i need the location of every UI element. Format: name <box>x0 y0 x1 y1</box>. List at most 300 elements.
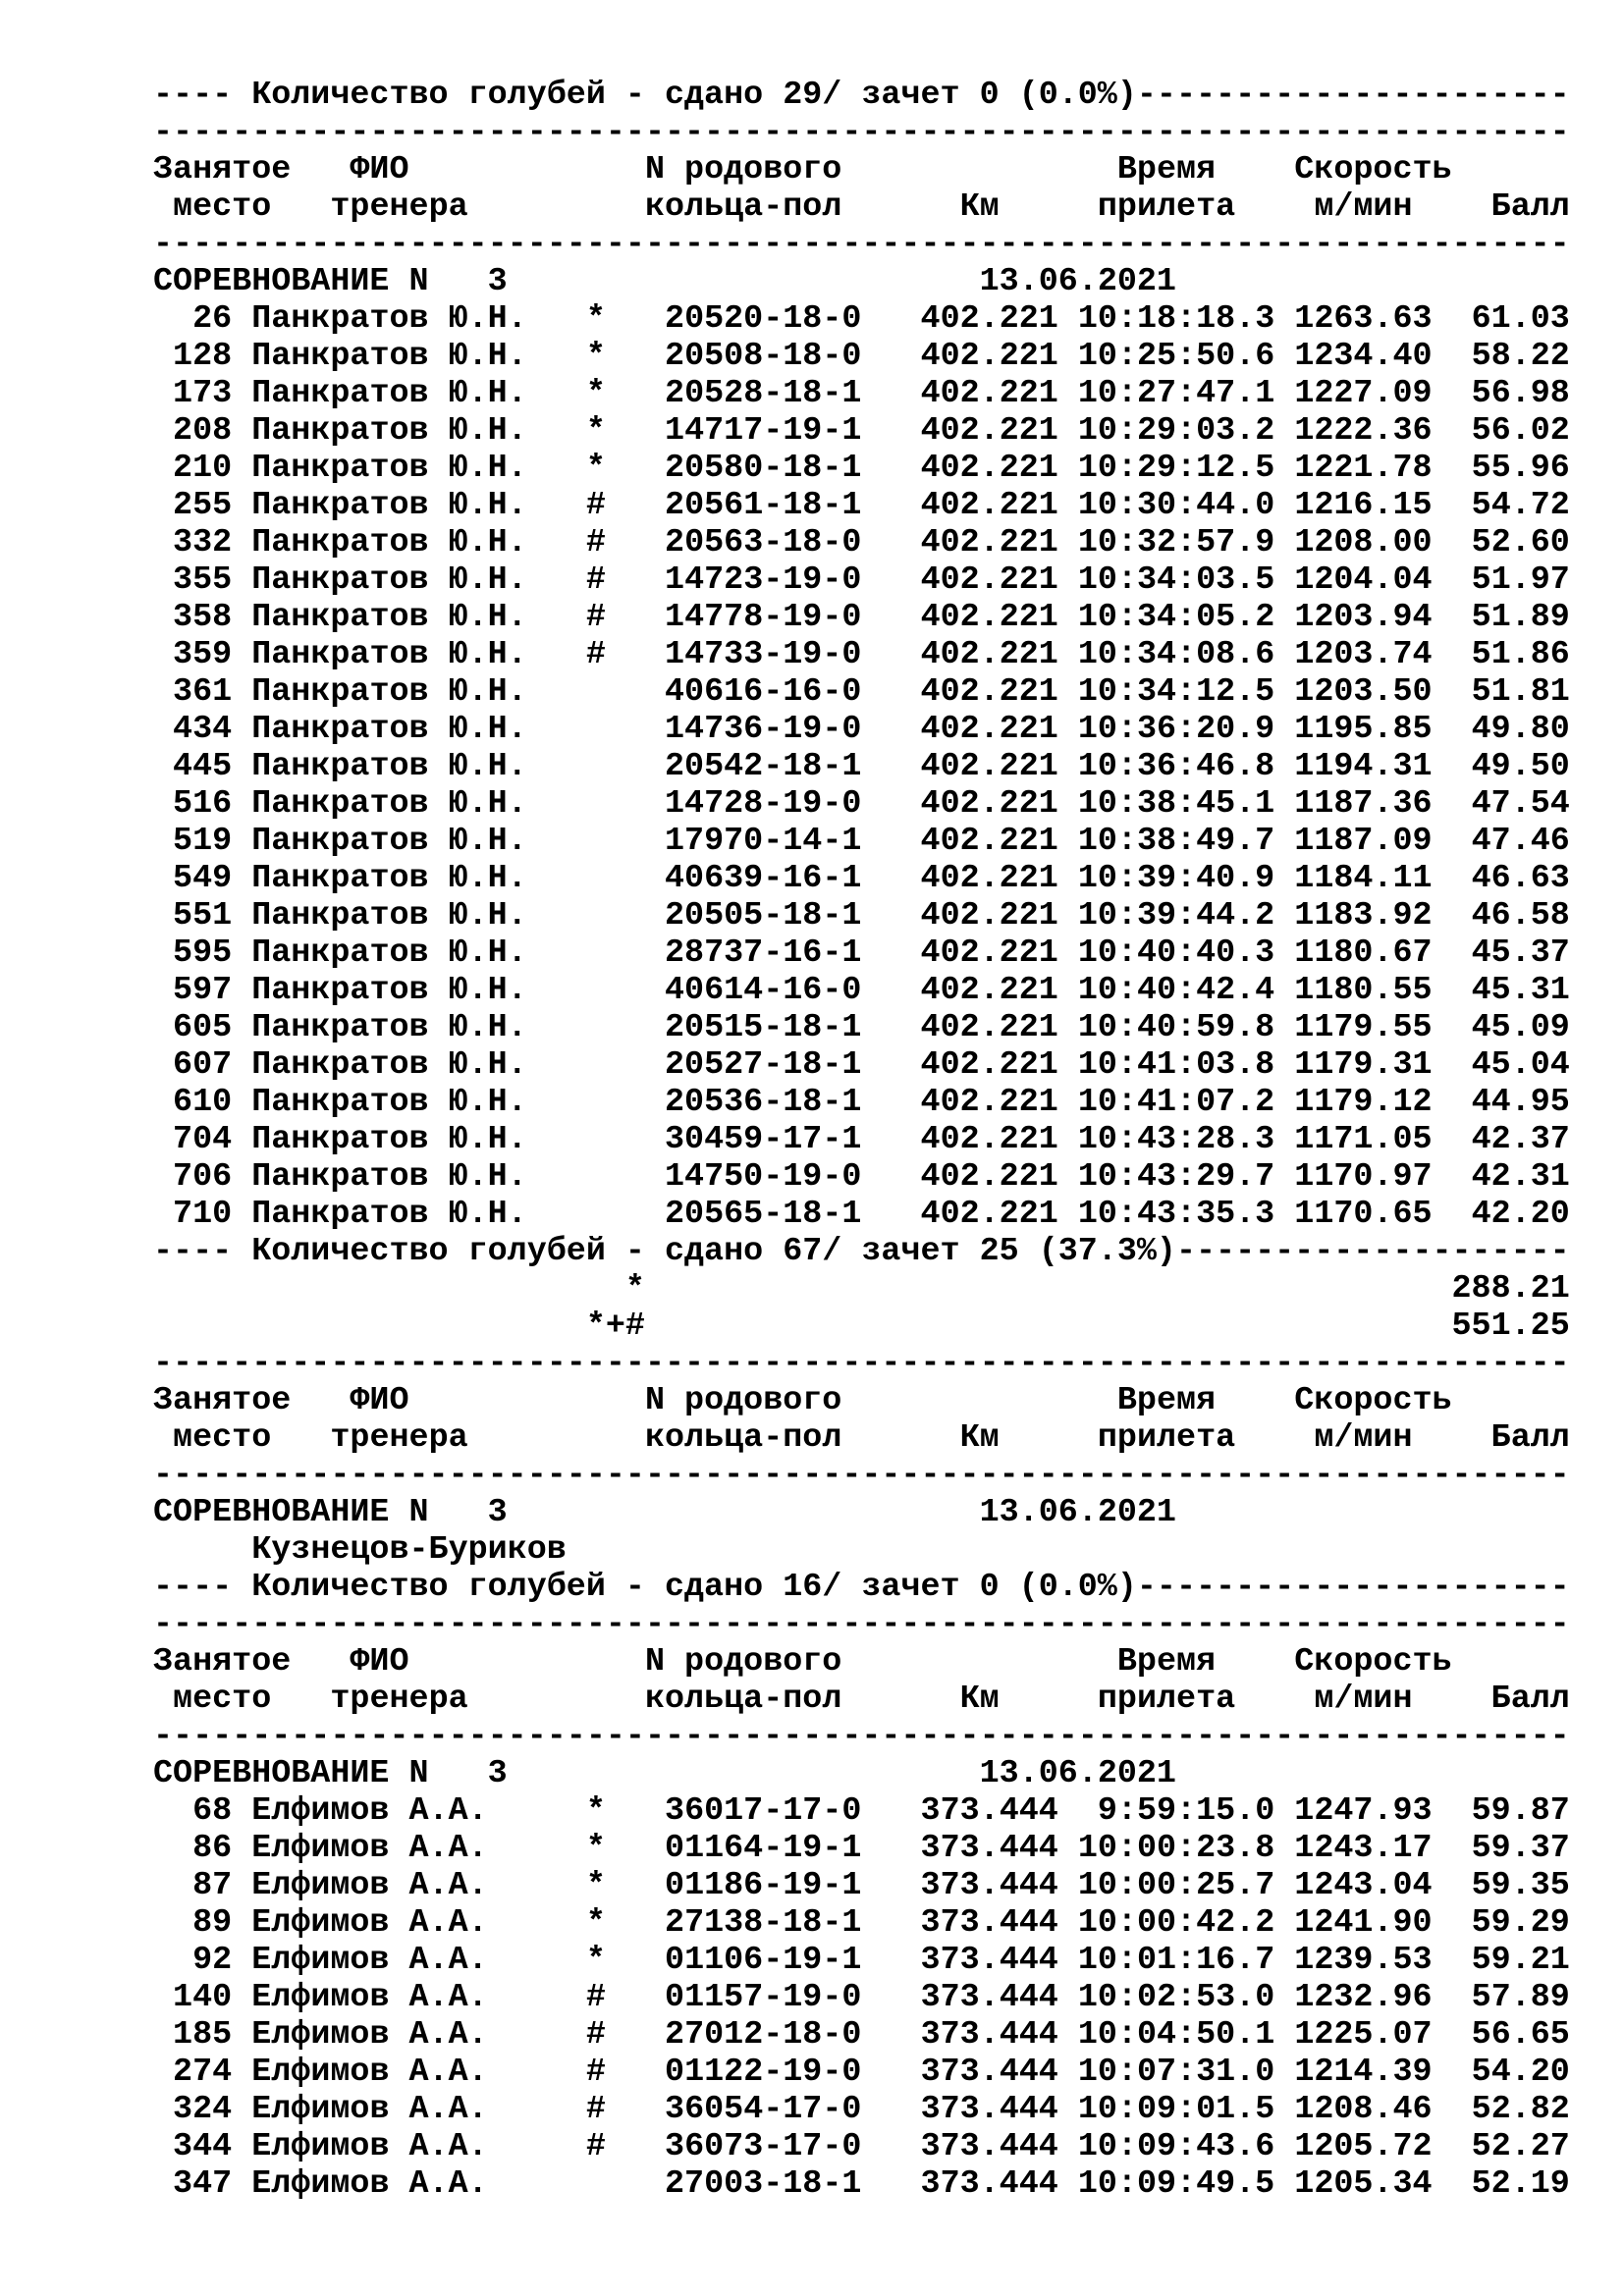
summary-line <box>153 77 1570 114</box>
header-km: Км <box>959 1419 1000 1457</box>
ring-cell: 27012-18-0 <box>665 2016 862 2054</box>
place-cell: 332 <box>173 524 233 561</box>
time-cell: 10:41:03.8 <box>1077 1046 1275 1084</box>
km-cell: 402.221 <box>920 1084 1058 1121</box>
competition-line <box>153 263 1570 300</box>
header-ring-sub: кольца-пол <box>644 1419 842 1457</box>
place-cell: 87 <box>192 1867 233 1904</box>
mark-cell: # <box>585 2054 606 2091</box>
time-cell: 10:07:31.0 <box>1077 2054 1275 2091</box>
ring-cell: 40614-16-0 <box>665 972 862 1009</box>
column-header-row-1 <box>153 1643 1570 1681</box>
score-cell: 58.22 <box>1471 338 1570 375</box>
table-row <box>153 561 1570 599</box>
time-cell: 10:39:40.9 <box>1077 860 1275 897</box>
place-cell: 210 <box>173 450 233 487</box>
header-place-sub: место <box>173 188 272 226</box>
header-km: Км <box>959 188 1000 226</box>
mark-cell: * <box>585 1792 606 1830</box>
place-cell: 92 <box>192 1942 233 1979</box>
name-cell: Панкратов Ю.Н. <box>251 599 527 636</box>
place-cell: 359 <box>173 636 233 673</box>
header-ring: N родового <box>644 1382 842 1419</box>
header-time-sub: прилета <box>1097 1419 1236 1457</box>
column-header-row-2 <box>153 1681 1570 1718</box>
km-cell: 402.221 <box>920 823 1058 860</box>
score-cell: 46.58 <box>1471 897 1570 934</box>
header-km: Км <box>959 1681 1000 1718</box>
header-place: Занятое <box>153 1382 292 1419</box>
competition-date: 13.06.2021 <box>979 1755 1176 1792</box>
speed-cell: 1179.31 <box>1294 1046 1433 1084</box>
speed-cell: 1247.93 <box>1294 1792 1433 1830</box>
name-cell: Елфимов А.А. <box>251 1942 488 1979</box>
place-cell: 358 <box>173 599 233 636</box>
name-cell: Панкратов Ю.Н. <box>251 375 527 412</box>
name-cell: Панкратов Ю.Н. <box>251 412 527 450</box>
name-cell: Панкратов Ю.Н. <box>251 300 527 338</box>
place-cell: 185 <box>173 2016 233 2054</box>
km-cell: 402.221 <box>920 1121 1058 1158</box>
speed-cell: 1222.36 <box>1294 412 1433 450</box>
km-cell: 373.444 <box>920 1942 1058 1979</box>
mark-cell: # <box>585 487 606 524</box>
ring-cell: 01157-19-0 <box>665 1979 862 2016</box>
ring-cell: 17970-14-1 <box>665 823 862 860</box>
time-cell: 10:32:57.9 <box>1077 524 1275 561</box>
time-cell: 10:36:20.9 <box>1077 711 1275 748</box>
km-cell: 402.221 <box>920 338 1058 375</box>
place-cell: 549 <box>173 860 233 897</box>
table-row <box>153 1942 1570 1979</box>
header-score: Балл <box>1490 1681 1570 1718</box>
ring-cell: 20561-18-1 <box>665 487 862 524</box>
km-cell: 373.444 <box>920 1830 1058 1867</box>
name-cell: Панкратов Ю.Н. <box>251 711 527 748</box>
time-cell: 10:29:12.5 <box>1077 450 1275 487</box>
name-cell: Елфимов А.А. <box>251 1979 488 2016</box>
speed-cell: 1232.96 <box>1294 1979 1433 2016</box>
summary-line <box>153 1569 1570 1606</box>
km-cell: 373.444 <box>920 1867 1058 1904</box>
table-row <box>153 1196 1570 1233</box>
place-cell: 255 <box>173 487 233 524</box>
header-place-sub: место <box>173 1419 272 1457</box>
header-speed: Скорость <box>1294 151 1452 188</box>
km-cell: 402.221 <box>920 1158 1058 1196</box>
ring-cell: 14736-19-0 <box>665 711 862 748</box>
column-header-row-1 <box>153 151 1570 188</box>
time-cell: 10:30:44.0 <box>1077 487 1275 524</box>
score-cell: 51.97 <box>1471 561 1570 599</box>
table-row <box>153 748 1570 785</box>
ring-cell: 36017-17-0 <box>665 1792 862 1830</box>
place-cell: 610 <box>173 1084 233 1121</box>
score-cell: 51.86 <box>1471 636 1570 673</box>
score-cell: 59.21 <box>1471 1942 1570 1979</box>
total-line <box>153 1270 1570 1308</box>
speed-cell: 1205.72 <box>1294 2128 1433 2165</box>
competition-line <box>153 1755 1570 1792</box>
table-row <box>153 823 1570 860</box>
header-time: Время <box>1116 151 1217 188</box>
time-cell: 10:04:50.1 <box>1077 2016 1275 2054</box>
score-cell: 52.19 <box>1471 2165 1570 2203</box>
ring-cell: 20515-18-1 <box>665 1009 862 1046</box>
mark-cell: # <box>585 2091 606 2128</box>
time-cell: 9:59:15.0 <box>1097 1792 1275 1830</box>
speed-cell: 1203.74 <box>1294 636 1433 673</box>
separator-line <box>153 1718 1570 1755</box>
table-row <box>153 338 1570 375</box>
header-ring: N родового <box>644 151 842 188</box>
table-row <box>153 1121 1570 1158</box>
km-cell: 402.221 <box>920 785 1058 823</box>
table-row <box>153 487 1570 524</box>
mark-cell: * <box>585 450 606 487</box>
table-row <box>153 599 1570 636</box>
score-cell: 44.95 <box>1471 1084 1570 1121</box>
ring-cell: 36054-17-0 <box>665 2091 862 2128</box>
separator-line-text: ------------------------------------------------------------------------ <box>153 1606 1570 1643</box>
name-cell: Панкратов Ю.Н. <box>251 1009 527 1046</box>
name-cell: Панкратов Ю.Н. <box>251 1158 527 1196</box>
km-cell: 373.444 <box>920 2128 1058 2165</box>
name-cell: Елфимов А.А. <box>251 2091 488 2128</box>
ring-cell: 27003-18-1 <box>665 2165 862 2203</box>
separator-line-text: ------------------------------------------------------------------------ <box>153 114 1570 151</box>
name-cell: Панкратов Ю.Н. <box>251 823 527 860</box>
time-cell: 10:43:28.3 <box>1077 1121 1275 1158</box>
mark-cell: # <box>585 2016 606 2054</box>
table-row <box>153 2054 1570 2091</box>
place-cell: 597 <box>173 972 233 1009</box>
name-cell: Панкратов Ю.Н. <box>251 450 527 487</box>
ring-cell: 20505-18-1 <box>665 897 862 934</box>
km-cell: 402.221 <box>920 1009 1058 1046</box>
km-cell: 402.221 <box>920 412 1058 450</box>
ring-cell: 01106-19-1 <box>665 1942 862 1979</box>
ring-cell: 20580-18-1 <box>665 450 862 487</box>
speed-cell: 1180.67 <box>1294 934 1433 972</box>
score-cell: 52.82 <box>1471 2091 1570 2128</box>
separator-line-text: ------------------------------------------------------------------------ <box>153 226 1570 263</box>
column-header-row-1 <box>153 1382 1570 1419</box>
ring-cell: 14728-19-0 <box>665 785 862 823</box>
name-cell: Панкратов Ю.Н. <box>251 860 527 897</box>
name-cell: Панкратов Ю.Н. <box>251 673 527 711</box>
km-cell: 402.221 <box>920 599 1058 636</box>
summary-line <box>153 1233 1570 1270</box>
time-cell: 10:41:07.2 <box>1077 1084 1275 1121</box>
header-time: Время <box>1116 1382 1217 1419</box>
total-label: * <box>624 1270 645 1308</box>
table-row <box>153 1867 1570 1904</box>
name-cell: Панкратов Ю.Н. <box>251 1046 527 1084</box>
place-cell: 607 <box>173 1046 233 1084</box>
km-cell: 402.221 <box>920 561 1058 599</box>
ring-cell: 20565-18-1 <box>665 1196 862 1233</box>
place-cell: 519 <box>173 823 233 860</box>
table-row <box>153 897 1570 934</box>
km-cell: 402.221 <box>920 375 1058 412</box>
mark-cell: # <box>585 1979 606 2016</box>
time-cell: 10:40:59.8 <box>1077 1009 1275 1046</box>
header-speed: Скорость <box>1294 1382 1452 1419</box>
km-cell: 402.221 <box>920 1196 1058 1233</box>
time-cell: 10:29:03.2 <box>1077 412 1275 450</box>
score-cell: 42.31 <box>1471 1158 1570 1196</box>
speed-cell: 1208.00 <box>1294 524 1433 561</box>
name-cell: Елфимов А.А. <box>251 1867 488 1904</box>
table-row <box>153 1979 1570 2016</box>
score-cell: 42.20 <box>1471 1196 1570 1233</box>
separator-line <box>153 1606 1570 1643</box>
time-cell: 10:43:35.3 <box>1077 1196 1275 1233</box>
km-cell: 373.444 <box>920 2091 1058 2128</box>
ring-cell: 20542-18-1 <box>665 748 862 785</box>
summary-line-text: ---- Количество голубей - сдано 16/ зачет 0 (0.0%)---------------------- <box>153 1569 1570 1606</box>
time-cell: 10:38:45.1 <box>1077 785 1275 823</box>
table-row <box>153 2165 1570 2203</box>
time-cell: 10:34:05.2 <box>1077 599 1275 636</box>
mark-cell: * <box>585 412 606 450</box>
time-cell: 10:18:18.3 <box>1077 300 1275 338</box>
score-cell: 49.50 <box>1471 748 1570 785</box>
time-cell: 10:40:40.3 <box>1077 934 1275 972</box>
speed-cell: 1221.78 <box>1294 450 1433 487</box>
name-cell: Елфимов А.А. <box>251 1904 488 1942</box>
header-score: Балл <box>1490 188 1570 226</box>
time-cell: 10:40:42.4 <box>1077 972 1275 1009</box>
ring-cell: 01122-19-0 <box>665 2054 862 2091</box>
mark-cell: # <box>585 599 606 636</box>
separator-line <box>153 226 1570 263</box>
score-cell: 52.60 <box>1471 524 1570 561</box>
speed-cell: 1194.31 <box>1294 748 1433 785</box>
place-cell: 605 <box>173 1009 233 1046</box>
place-cell: 445 <box>173 748 233 785</box>
speed-cell: 1179.12 <box>1294 1084 1433 1121</box>
score-cell: 45.37 <box>1471 934 1570 972</box>
speed-cell: 1183.92 <box>1294 897 1433 934</box>
km-cell: 402.221 <box>920 897 1058 934</box>
ring-cell: 40639-16-1 <box>665 860 862 897</box>
mark-cell: * <box>585 1830 606 1867</box>
header-name: ФИО <box>350 1643 409 1681</box>
place-cell: 434 <box>173 711 233 748</box>
time-cell: 10:01:16.7 <box>1077 1942 1275 1979</box>
km-cell: 402.221 <box>920 524 1058 561</box>
ring-cell: 36073-17-0 <box>665 2128 862 2165</box>
km-cell: 402.221 <box>920 711 1058 748</box>
header-name: ФИО <box>350 1382 409 1419</box>
time-cell: 10:39:44.2 <box>1077 897 1275 934</box>
header-time: Время <box>1116 1643 1217 1681</box>
km-cell: 402.221 <box>920 934 1058 972</box>
team-name: Кузнецов-Буриков <box>251 1531 567 1569</box>
place-cell: 128 <box>173 338 233 375</box>
name-cell: Панкратов Ю.Н. <box>251 487 527 524</box>
km-cell: 402.221 <box>920 1046 1058 1084</box>
table-row <box>153 300 1570 338</box>
speed-cell: 1204.04 <box>1294 561 1433 599</box>
ring-cell: 14723-19-0 <box>665 561 862 599</box>
speed-cell: 1214.39 <box>1294 2054 1433 2091</box>
mark-cell: * <box>585 1904 606 1942</box>
km-cell: 402.221 <box>920 972 1058 1009</box>
score-cell: 57.89 <box>1471 1979 1570 2016</box>
table-row <box>153 673 1570 711</box>
speed-cell: 1203.94 <box>1294 599 1433 636</box>
place-cell: 89 <box>192 1904 233 1942</box>
name-cell: Панкратов Ю.Н. <box>251 897 527 934</box>
score-cell: 59.29 <box>1471 1904 1570 1942</box>
table-row <box>153 412 1570 450</box>
speed-cell: 1239.53 <box>1294 1942 1433 1979</box>
separator-line-text: ------------------------------------------------------------------------ <box>153 1718 1570 1755</box>
speed-cell: 1234.40 <box>1294 338 1433 375</box>
ring-cell: 14778-19-0 <box>665 599 862 636</box>
competition-label: СОРЕВНОВАНИЕ N 3 <box>153 1494 508 1531</box>
speed-cell: 1179.55 <box>1294 1009 1433 1046</box>
separator-line <box>153 1345 1570 1382</box>
time-cell: 10:27:47.1 <box>1077 375 1275 412</box>
header-ring-sub: кольца-пол <box>644 1681 842 1718</box>
summary-line-text: ---- Количество голубей - сдано 67/ зачет 25 (37.3%)-------------------- <box>153 1233 1570 1270</box>
ring-cell: 20508-18-0 <box>665 338 862 375</box>
table-row <box>153 2091 1570 2128</box>
time-cell: 10:00:25.7 <box>1077 1867 1275 1904</box>
place-cell: 274 <box>173 2054 233 2091</box>
table-row <box>153 860 1570 897</box>
name-cell: Панкратов Ю.Н. <box>251 636 527 673</box>
km-cell: 402.221 <box>920 748 1058 785</box>
table-row <box>153 2016 1570 2054</box>
speed-cell: 1205.34 <box>1294 2165 1433 2203</box>
table-row <box>153 1158 1570 1196</box>
mark-cell: # <box>585 561 606 599</box>
score-cell: 51.81 <box>1471 673 1570 711</box>
name-cell: Елфимов А.А. <box>251 1792 488 1830</box>
mark-cell: * <box>585 1867 606 1904</box>
name-cell: Елфимов А.А. <box>251 2054 488 2091</box>
table-row <box>153 1084 1570 1121</box>
speed-cell: 1170.97 <box>1294 1158 1433 1196</box>
km-cell: 402.221 <box>920 487 1058 524</box>
place-cell: 140 <box>173 1979 233 2016</box>
time-cell: 10:38:49.7 <box>1077 823 1275 860</box>
header-place: Занятое <box>153 1643 292 1681</box>
column-header-row-2 <box>153 188 1570 226</box>
km-cell: 402.221 <box>920 450 1058 487</box>
header-name-sub: тренера <box>330 1681 468 1718</box>
speed-cell: 1180.55 <box>1294 972 1433 1009</box>
speed-cell: 1184.11 <box>1294 860 1433 897</box>
table-row <box>153 1009 1570 1046</box>
table-row <box>153 711 1570 748</box>
mark-cell: # <box>585 2128 606 2165</box>
total-line <box>153 1308 1570 1345</box>
name-cell: Елфимов А.А. <box>251 2128 488 2165</box>
separator-line <box>153 114 1570 151</box>
header-speed: Скорость <box>1294 1643 1452 1681</box>
ring-cell: 14733-19-0 <box>665 636 862 673</box>
name-cell: Панкратов Ю.Н. <box>251 748 527 785</box>
speed-cell: 1195.85 <box>1294 711 1433 748</box>
place-cell: 208 <box>173 412 233 450</box>
score-cell: 54.72 <box>1471 487 1570 524</box>
score-cell: 56.98 <box>1471 375 1570 412</box>
km-cell: 373.444 <box>920 1979 1058 2016</box>
table-row <box>153 1830 1570 1867</box>
time-cell: 10:34:08.6 <box>1077 636 1275 673</box>
score-cell: 59.87 <box>1471 1792 1570 1830</box>
mark-cell: * <box>585 300 606 338</box>
score-cell: 61.03 <box>1471 300 1570 338</box>
ring-cell: 30459-17-1 <box>665 1121 862 1158</box>
km-cell: 373.444 <box>920 2165 1058 2203</box>
ring-cell: 28737-16-1 <box>665 934 862 972</box>
header-speed-sub: м/мин <box>1314 1419 1413 1457</box>
mark-cell: * <box>585 375 606 412</box>
score-cell: 49.80 <box>1471 711 1570 748</box>
score-cell: 55.96 <box>1471 450 1570 487</box>
table-row <box>153 1792 1570 1830</box>
name-cell: Панкратов Ю.Н. <box>251 934 527 972</box>
competition-label: СОРЕВНОВАНИЕ N 3 <box>153 1755 508 1792</box>
time-cell: 10:09:43.6 <box>1077 2128 1275 2165</box>
place-cell: 344 <box>173 2128 233 2165</box>
mark-cell: * <box>585 338 606 375</box>
mark-cell: # <box>585 524 606 561</box>
separator-line-text: ------------------------------------------------------------------------ <box>153 1457 1570 1494</box>
speed-cell: 1187.09 <box>1294 823 1433 860</box>
speed-cell: 1208.46 <box>1294 2091 1433 2128</box>
km-cell: 373.444 <box>920 2054 1058 2091</box>
place-cell: 516 <box>173 785 233 823</box>
time-cell: 10:09:01.5 <box>1077 2091 1275 2128</box>
name-cell: Елфимов А.А. <box>251 2016 488 2054</box>
score-cell: 45.04 <box>1471 1046 1570 1084</box>
table-row <box>153 450 1570 487</box>
time-cell: 10:00:42.2 <box>1077 1904 1275 1942</box>
total-value: 288.21 <box>1451 1270 1570 1308</box>
name-cell: Панкратов Ю.Н. <box>251 1196 527 1233</box>
speed-cell: 1216.15 <box>1294 487 1433 524</box>
place-cell: 347 <box>173 2165 233 2203</box>
table-row <box>153 1904 1570 1942</box>
header-time-sub: прилета <box>1097 188 1236 226</box>
name-cell: Елфимов А.А. <box>251 2165 488 2203</box>
table-row <box>153 972 1570 1009</box>
table-row <box>153 2128 1570 2165</box>
name-cell: Панкратов Ю.Н. <box>251 785 527 823</box>
name-cell: Панкратов Ю.Н. <box>251 1084 527 1121</box>
header-ring-sub: кольца-пол <box>644 188 842 226</box>
score-cell: 42.37 <box>1471 1121 1570 1158</box>
table-row <box>153 375 1570 412</box>
summary-line-text: ---- Количество голубей - сдано 29/ зачет 0 (0.0%)---------------------- <box>153 77 1570 114</box>
report-sheet <box>153 77 1570 2203</box>
header-speed-sub: м/мин <box>1314 188 1413 226</box>
competition-line <box>153 1494 1570 1531</box>
place-cell: 361 <box>173 673 233 711</box>
separator-line <box>153 1457 1570 1494</box>
competition-date: 13.06.2021 <box>979 1494 1176 1531</box>
score-cell: 56.65 <box>1471 2016 1570 2054</box>
km-cell: 373.444 <box>920 2016 1058 2054</box>
